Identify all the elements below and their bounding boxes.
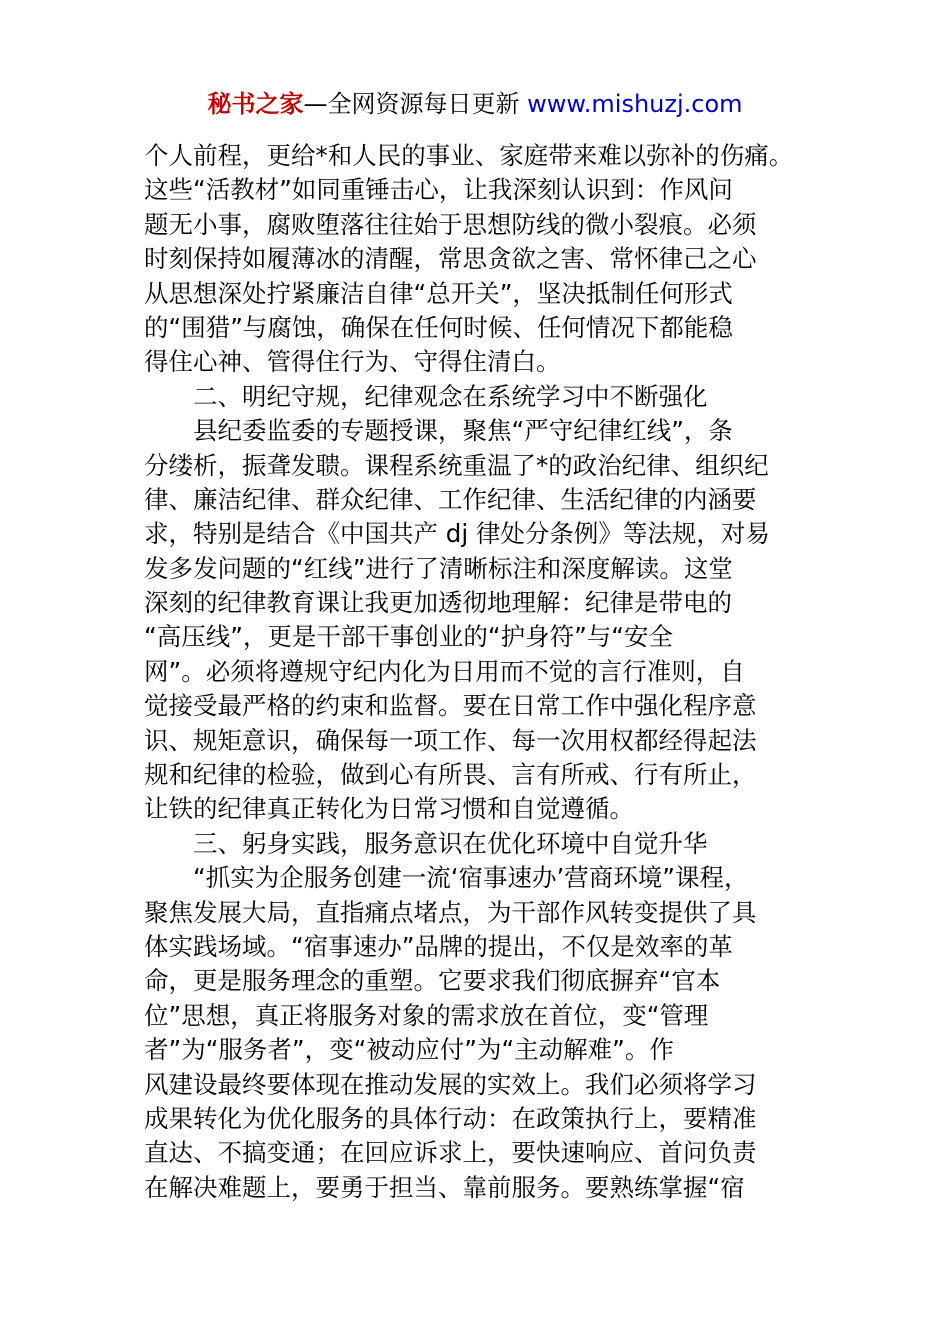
text-line: 律、廉洁纪律、群众纪律、工作纪律、生活纪律的内涵要: [144, 484, 757, 514]
text-line: 位”思想，真正将服务对象的需求放在首位，变“管理: [144, 1000, 709, 1030]
text-line: 得住心神、管得住行为、守得住清白。: [144, 347, 561, 377]
text-line: 个人前程，更给*和人民的事业、家庭带来难以弥补的伤痛。: [144, 141, 794, 170]
text-line: 聚焦发展大局，直指痛点堵点，为干部作风转变提供了具: [144, 897, 757, 927]
text-line: 让铁的纪律真正转化为日常习惯和自觉遵循。: [144, 794, 634, 824]
text-line: 体实践场域。“宿事速办”品牌的提出，不仅是效率的革: [144, 931, 733, 961]
text-line: 直达、不搞变通；在回应诉求上，要快速响应、首问负责: [144, 1138, 757, 1168]
brand-name: 秘书之家: [207, 90, 304, 118]
document-body: [144, 139, 814, 1205]
text-line: 县纪委监委的专题授课，聚焦“严守纪律红线”，条: [193, 416, 733, 446]
text-line: 命，更是服务理念的重塑。它要求我们彻底摒弃“官本: [144, 966, 721, 996]
text-line: 在解决难题上，要勇于担当、靠前服务。要熟练掌握“宿: [144, 1172, 745, 1202]
text-line: 题无小事，腐败堕落往往始于思想防线的微小裂痕。必须: [144, 209, 757, 239]
page-header: [0, 88, 950, 120]
text-line: 识、规矩意识，确保每一项工作、每一次用权都经得起法: [144, 725, 757, 755]
header-tagline: —全网资源每日更新: [303, 90, 528, 118]
text-line: 规和纪律的检验，做到心有所畏、言有所戒、行有所止，: [144, 760, 757, 790]
text-line: “抓实为企服务创建一流‘宿事速办’营商环境”课程，: [193, 863, 749, 893]
text-line: 时刻保持如履薄冰的清醒，常思贪欲之害、常怀律己之心: [144, 244, 757, 274]
text-line: 三、躬身实践，服务意识在优化环境中自觉升华: [193, 828, 708, 858]
text-line: 分缕析，振聋发聩。课程系统重温了*的政治纪律、组织纪: [144, 450, 769, 480]
text-line: 网”。必须将遵规守纪内化为日用而不觉的言行准则，自: [144, 656, 745, 686]
text-line: “高压线”，更是干部干事创业的“护身符”与“安全: [144, 622, 673, 652]
text-line: 求，特别是结合《中国共产 dj 律处分条例》等法规，对易: [144, 519, 770, 549]
text-line: 觉接受最严格的约束和监督。要在日常工作中强化程序意: [144, 691, 757, 721]
text-line: 二、明纪守规，纪律观念在系统学习中不断强化: [193, 381, 708, 411]
text-line: 者”为“服务者”，变“被动应付”为“主动解难”。作: [144, 1035, 674, 1065]
text-line: 风建设最终要体现在推动发展的实效上。我们必须将学习: [144, 1069, 757, 1099]
text-line: 从思想深处拧紧廉洁自律“总开关”，坚决抵制任何形式: [144, 278, 733, 308]
text-line: 的“围猎”与腐蚀，确保在任何时候、任何情况下都能稳: [144, 312, 733, 342]
text-line: 这些“活教材”如同重锤击心，让我深刻认识到：作风问: [144, 175, 733, 205]
site-url[interactable]: www.mishuzj.com: [527, 90, 743, 118]
text-line: 发多发问题的“红线”进行了清晰标注和深度解读。这堂: [144, 553, 733, 583]
text-line: 成果转化为优化服务的具体行动：在政策执行上，要精准: [144, 1103, 757, 1133]
text-line: 深刻的纪律教育课让我更加透彻地理解：纪律是带电的: [144, 588, 732, 618]
